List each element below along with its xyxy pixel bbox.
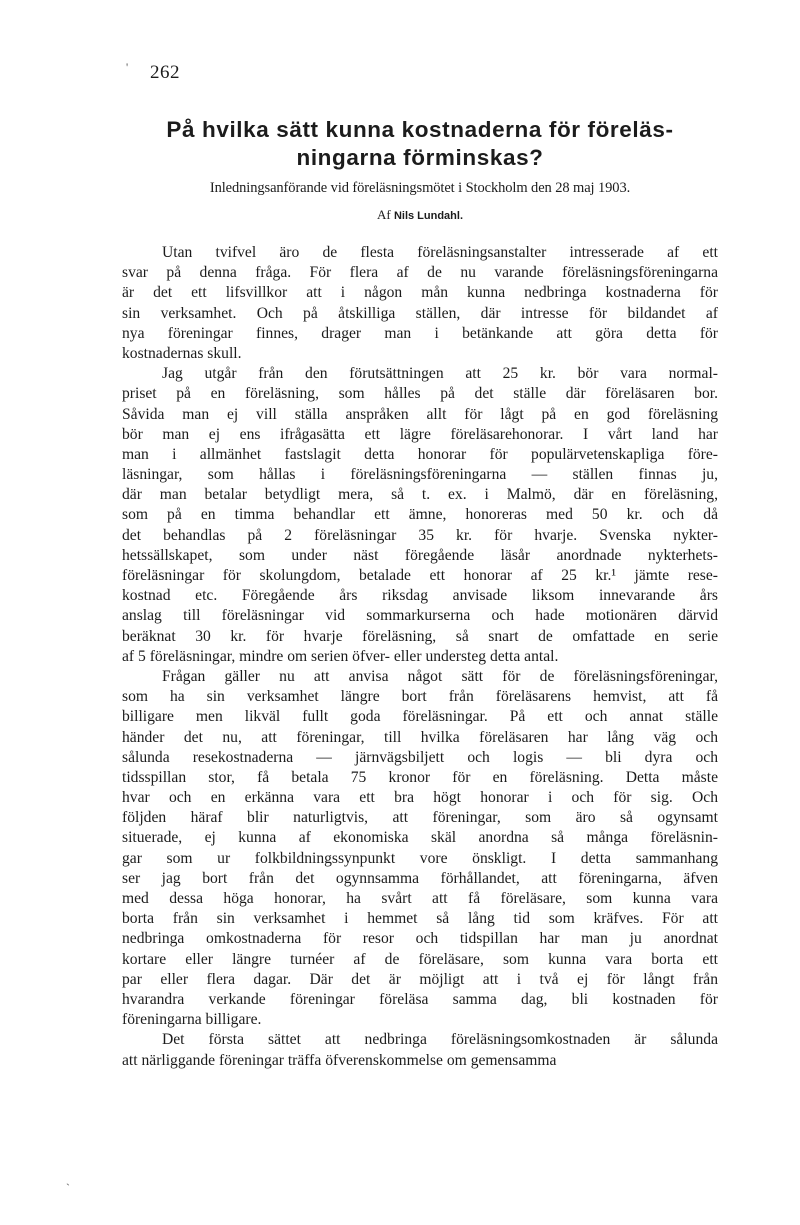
body-line: nedbringa omkostnaderna för resor och tidspillan har man ju anordnat bbox=[122, 930, 718, 948]
body-line: hvar och en erkänna vara ett bra högt honorar i och för sig. Och bbox=[122, 789, 718, 807]
body-line: föreningarna billigare. bbox=[122, 1011, 262, 1029]
body-line: borta från sin verksamhet i hemmet så lång tid som kräfves. För att bbox=[122, 910, 718, 928]
byline bbox=[110, 207, 730, 223]
body-line: par eller flera dagar. Där det är möjligt att i två ej för långt från bbox=[122, 970, 718, 988]
body-line: Frågan gäller nu att anvisa något sätt för de föreläsningsföreningar, bbox=[162, 667, 718, 685]
body-line: hvarandra verkande föreningar föreläsa samma dag, bli kostnaden för bbox=[122, 990, 718, 1008]
body-line: ser jag bort från det ogynnsamma förhållandet, att föreningarna, äfven bbox=[122, 869, 718, 887]
body-line: Det första sättet att nedbringa föreläsningsomkostnaden är sålunda bbox=[162, 1031, 718, 1049]
article-title bbox=[120, 116, 720, 172]
body-line: man i allmänhet fastslagit detta honorar för populärvetenskapliga före- bbox=[122, 445, 718, 463]
body-line: nya föreningar finnes, drager man i betänkande att göra detta för bbox=[122, 324, 718, 342]
body-line: af 5 föreläsningar, mindre om serien öfver- eller understeg detta antal. bbox=[122, 647, 559, 665]
body-line: Jag utgår från den förutsättningen att 25 kr. bör vara normal- bbox=[162, 365, 718, 383]
body-line: priset på en föreläsning, som hålles på det ställe där föreläsaren bor. bbox=[122, 385, 718, 403]
page-number: 262 bbox=[150, 62, 180, 83]
body-line: hetssällskapet, som under näst föregående läsår anordnade nykterhets- bbox=[122, 546, 718, 564]
body-line: Såvida man ej vill ställa anspråken allt för lågt på en god föreläsning bbox=[122, 405, 718, 423]
body-line: kostnadernas skull. bbox=[122, 344, 242, 362]
body-line: kostnad etc. Föregående års riksdag anvisade liksom innevarande års bbox=[122, 587, 718, 605]
print-speck: ' bbox=[126, 60, 129, 74]
body-line: som ha sin verksamhet längre bort från föreläsarens hemvist, att få bbox=[122, 688, 718, 706]
body-line: anslag till föreläsningar vid sommarkurserna och hade motionären därvid bbox=[122, 607, 718, 625]
body-line: är det ett lifsvillkor att i någon mån kunna nedbringa kostnaderna för bbox=[122, 284, 718, 302]
body-line: Utan tvifvel äro de flesta föreläsningsanstalter intresserade af ett bbox=[162, 244, 718, 261]
body-line: sålunda resekostnaderna — järnvägsbiljett och logis — bli dyra och bbox=[122, 748, 718, 766]
article-subtitle: Inledningsanförande vid föreläsningsmötet i Stockholm den 28 maj 1903. bbox=[209, 180, 631, 196]
body-line: gar som ur folkbildningssynpunkt vore önskligt. I detta sammanhang bbox=[122, 849, 718, 867]
author-name: Nils Lundahl. bbox=[393, 210, 464, 222]
body-line: där man betalar betydligt mera, så t. ex. i Malmö, där en föreläsning, bbox=[122, 486, 718, 504]
body-line: tidsspillan stor, få betala 75 kronor för en föreläsning. Detta måste bbox=[122, 768, 718, 786]
body-line: svar på denna fråga. För flera af de nu varande föreläsningsföreningarna bbox=[122, 264, 718, 282]
body-line: kortare eller längre turnéer af de föreläsare, som kunna vara borta ett bbox=[122, 950, 718, 968]
body-text bbox=[122, 243, 718, 1071]
body-line: bör man ej ens ifrågasätta ett lägre föreläsarehonorar. I vårt land har bbox=[122, 425, 718, 443]
body-line: billigare men likväl fullt goda föreläsningar. På ett och annat ställe bbox=[122, 708, 718, 726]
body-line: händer det nu, att föreningar, till hvilka föreläsaren har lång väg och bbox=[122, 728, 718, 746]
body-line: med dessa höga honorar, ha svårt att få föreläsare, som kunna vara bbox=[122, 890, 718, 907]
body-line: läsningar, som hållas i föreläsningsföreningarna — ställen finnas ju, bbox=[122, 466, 718, 484]
body-line: situerade, ej kunna af ekonomiska skäl anordna så många föreläsnin- bbox=[122, 829, 718, 847]
body-line: det behandlas på 2 föreläsningar 35 kr. för hvarje. Svenska nykter- bbox=[122, 526, 718, 544]
title-line: På hvilka sätt kunna kostnaderna för föreläs- bbox=[166, 117, 674, 142]
body-line: sin verksamhet. Och på åtskilliga ställen, där intresse för bildandet af bbox=[122, 304, 718, 322]
body-line: föreläsningar för skolungdom, betalade ett honorar af 25 kr.¹ jämte rese- bbox=[122, 567, 718, 584]
byline-prefix: Af bbox=[376, 207, 391, 222]
print-speck: ˎ bbox=[66, 1172, 70, 1186]
body-line: beräknat 30 kr. för hvarje föreläsning, så snart de omfattade en serie bbox=[122, 627, 718, 645]
body-line: som på en timma behandlar ett ämne, honoreras med 50 kr. och då bbox=[122, 506, 718, 524]
body-line: följden häraf blir naturligtvis, att föreningar, som äro så ogynsamt bbox=[122, 809, 718, 827]
title-line: ningarna förminskas? bbox=[296, 145, 544, 170]
body-line: att närliggande föreningar träffa öfverenskommelse om gemensamma bbox=[122, 1051, 557, 1069]
